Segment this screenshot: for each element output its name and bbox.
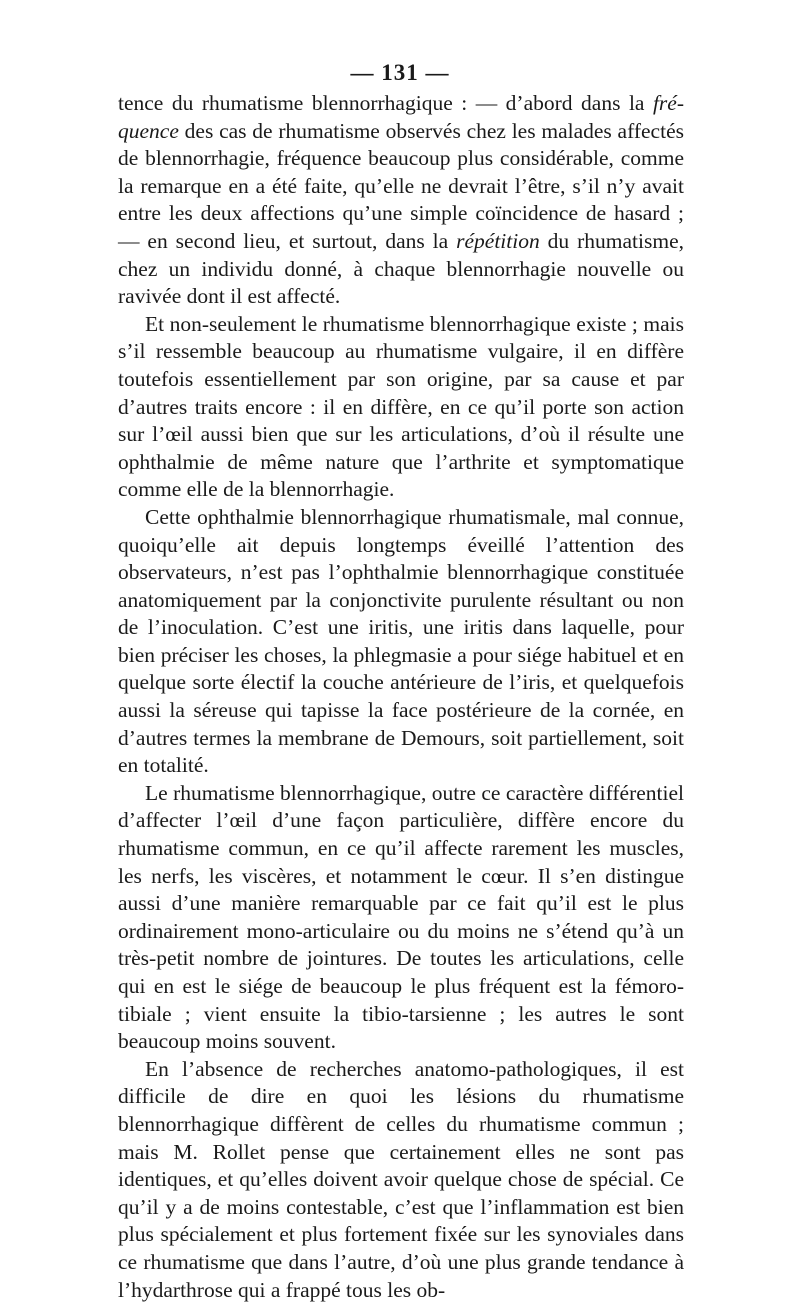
text-segment: Le rhumatisme blennorrhagique, outre ce caractère différentiel d’affecter l’œil d’une façon particulière, diffère encore du rhumatisme commun, en ce qu’il affecte rarement les muscles, les nerfs, les viscères, et notamment le cœur. Il s’en distingue aussi d’une manière remarquable par ce fait qu’il est le plus ordinairement mono-articulaire ou du moins ne s’étend qu’à un très-petit nombre de jointures. De toutes les articulations, celle qui en est le siége de beaucoup le plus fréquent est la fémoro-tibiale ; vient ensuite la tibio-tarsienne ; les autres le sont beaucoup moins souvent. <box>118 780 684 1054</box>
text-segment: du rhumatisme, chez un individu donné, à chaque blennorrhagie nouvelle ou ravivée dont il est affecté. <box>118 228 684 309</box>
body-text <box>118 90 684 1304</box>
paragraph <box>118 1056 684 1304</box>
paragraph <box>118 311 684 504</box>
text-segment: Et non-seulement le rhumatisme blennorrhagique existe ; mais s’il ressemble beaucoup au rhumatisme vulgaire, il en diffère toutefois essentiellement par son origine, par sa cause et par d’autres traits encore : il en diffère, en ce qu’il porte son action sur l’œil aussi bien que sur les articulations, d’où il résulte une ophthalmie de même nature que l’arthrite et symptomatique comme elle de la blennorrhagie. <box>118 311 684 502</box>
paragraph <box>118 780 684 1056</box>
paragraph <box>118 504 684 780</box>
text-segment: tence du rhumatisme blennorrhagique : — d’abord dans la <box>118 91 653 115</box>
italic-text: fré-quence <box>118 91 684 143</box>
paragraph <box>118 90 684 311</box>
text-segment: En l’absence de recherches anatomo-pathologiques, il est difficile de dire en quoi les lésions du rhumatisme blennorrhagique diffèrent de celles du rhumatisme commun ; mais M. Rollet pense que certainement elles ne sont pas identiques, et qu’elles doivent avoir quelque chose de spécial. Ce qu’il y a de moins contestable, c’est que l’inflammation est bien plus spécialement et plus fortement fixée sur les synoviales dans ce rhumatisme que dans l’autre, d’où une plus grande tendance à l’hydarthrose qui a frappé tous les ob- <box>118 1056 684 1302</box>
page-number: — 131 — <box>350 60 450 85</box>
text-segment: Cette ophthalmie blennorrhagique rhumatismale, mal connue, quoiqu’elle ait depuis longtemps éveillé l’attention des observateurs, n’est pas l’ophthalmie blennorrhagique constituée anatomiquement par la conjonctivite purulente résultant ou non de l’inoculation. C’est une iritis, une iritis dans laquelle, pour bien préciser les choses, la phlegmasie a pour siége habituel et en quelque sorte électif la couche antérieure de l’iris, et quelquefois aussi la séreuse qui tapisse la face postérieure de la cornée, en d’autres termes la membrane de Demours, soit partiellement, soit en totalité. <box>118 504 684 778</box>
text-segment: des cas de rhumatisme observés chez les malades affectés de blennorrhagie, fréquence beaucoup plus considérable, comme la remarque en a été faite, qu’elle ne devrait l’être, s’il n’y avait entre les deux affections qu’une simple coïncidence de hasard ; — en second lieu, et surtout, dans la <box>118 118 684 253</box>
italic-text: répétition <box>456 228 540 253</box>
